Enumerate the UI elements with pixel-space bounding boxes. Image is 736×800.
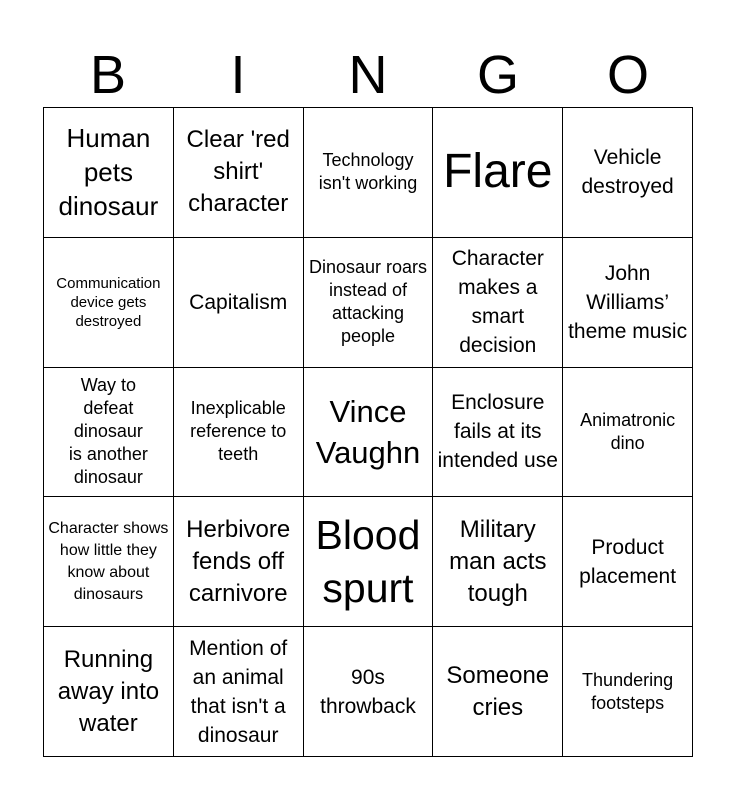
bingo-header (43, 42, 693, 108)
cell-text: Flare (443, 145, 553, 199)
cell-text: Vehicle destroyed (581, 146, 674, 199)
cell-text: Vince Vaughn (315, 393, 421, 470)
header-letter-g: G (476, 45, 519, 105)
bingo-cell[interactable] (563, 238, 693, 368)
cell-text: Inexplicable reference to teeth (190, 398, 287, 465)
cell-text: Dinosaur roars instead of attacking people (308, 257, 428, 347)
cell-text: Someone cries (446, 661, 550, 721)
cell-text: Running away into water (57, 645, 160, 737)
bingo-cell[interactable] (433, 368, 563, 498)
bingo-cell[interactable] (304, 238, 434, 368)
bingo-cell[interactable] (44, 627, 174, 757)
cell-text: Enclosure fails at its intended use (437, 391, 558, 473)
header-letter-o: O (606, 45, 649, 105)
cell-text: Product placement (579, 535, 677, 588)
cell-text: Human pets dinosaur (58, 123, 159, 222)
cell-text: Blood spurt (315, 511, 421, 611)
cell-text: Capitalism (189, 290, 288, 314)
bingo-cell[interactable] (44, 108, 174, 238)
bingo-cell[interactable] (174, 368, 304, 498)
bingo-cell[interactable] (433, 627, 563, 757)
bingo-cell[interactable] (174, 627, 304, 757)
cell-text: Thundering footsteps (582, 669, 674, 713)
bingo-cell[interactable] (44, 368, 174, 498)
bingo-cell[interactable] (433, 238, 563, 368)
bingo-cell[interactable] (304, 108, 434, 238)
bingo-cell[interactable] (174, 497, 304, 627)
bingo-grid (43, 107, 693, 757)
bingo-cell[interactable] (304, 497, 434, 627)
cell-text: Way to defeat dinosaur is another dinosaur (68, 375, 148, 488)
bingo-cell[interactable] (304, 627, 434, 757)
bingo-cell[interactable] (44, 497, 174, 627)
cell-text: Communication device gets destroyed (56, 274, 161, 330)
bingo-cell[interactable] (563, 368, 693, 498)
cell-text: John Williams’ theme music (568, 261, 688, 343)
cell-text: Military man acts tough (449, 515, 547, 607)
bingo-cell[interactable] (433, 497, 563, 627)
header-letter-b: B (89, 45, 127, 105)
bingo-cell[interactable] (563, 497, 693, 627)
cell-text: Mention of an animal that isn't a dinosaur (189, 636, 288, 747)
cell-text: Character makes a smart decision (451, 247, 544, 358)
header-letter-i: I (230, 45, 246, 105)
bingo-cell[interactable] (433, 108, 563, 238)
bingo-cell[interactable] (44, 238, 174, 368)
bingo-cell[interactable] (563, 108, 693, 238)
cell-text: Animatronic dino (580, 409, 676, 453)
cell-text: 90s throwback (320, 665, 416, 718)
cell-text: Technology isn't working (318, 150, 418, 194)
bingo-cell[interactable] (174, 108, 304, 238)
bingo-cell[interactable] (563, 627, 693, 757)
header-letter-n: N (348, 45, 388, 105)
bingo-cell[interactable] (304, 368, 434, 498)
bingo-cell[interactable] (174, 238, 304, 368)
cell-text: Character shows how little they know about dinosaurs (48, 519, 169, 603)
cell-text: Herbivore fends off carnivore (186, 515, 291, 607)
cell-text: Clear 'red shirt' character (186, 126, 290, 218)
